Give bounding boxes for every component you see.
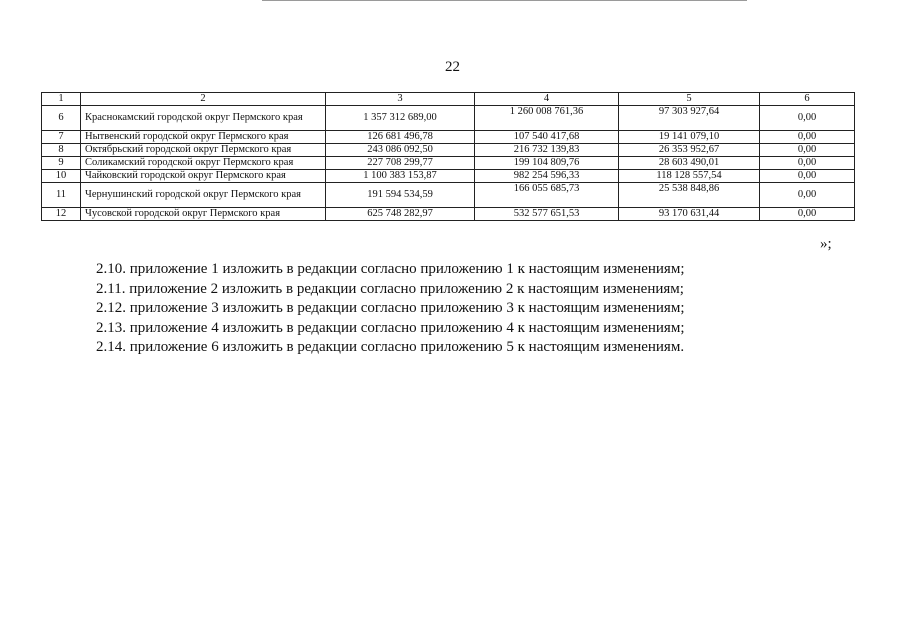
table-row (42, 170, 855, 183)
municipality-name: Октябрьский городской округ Пермского края (81, 144, 326, 157)
value-col-3: 243 086 092,50 (326, 144, 475, 157)
municipality-name: Чусовской городской округ Пермского края (81, 208, 326, 221)
header-cell: 6 (760, 93, 855, 106)
value-col-5: 118 128 557,54 (619, 170, 760, 183)
table-row (42, 131, 855, 144)
row-number: 11 (42, 183, 81, 208)
row-number: 7 (42, 131, 81, 144)
value-col-6: 0,00 (760, 131, 855, 144)
row-number: 9 (42, 157, 81, 170)
municipality-name: Соликамский городской округ Пермского края (81, 157, 326, 170)
table-row (42, 157, 855, 170)
value-col-4: 166 055 685,73 (475, 183, 619, 208)
header-cell: 1 (42, 93, 81, 106)
value-col-3: 625 748 282,97 (326, 208, 475, 221)
value-col-5: 93 170 631,44 (619, 208, 760, 221)
value-col-5: 28 603 490,01 (619, 157, 760, 170)
page-number: 22 (445, 59, 460, 75)
amendments-list (96, 260, 816, 358)
table-row (42, 144, 855, 157)
value-col-6: 0,00 (760, 208, 855, 221)
header-cell: 2 (81, 93, 326, 106)
top-rule (262, 0, 747, 1)
value-col-3: 1 100 383 153,87 (326, 170, 475, 183)
value-col-6: 0,00 (760, 144, 855, 157)
closing-quote-mark: »; (820, 236, 832, 252)
amendment-item: 2.11. приложение 2 изложить в редакции согласно приложению 2 к настоящим изменениям; (96, 280, 684, 297)
value-col-4: 216 732 139,83 (475, 144, 619, 157)
value-col-3: 126 681 496,78 (326, 131, 475, 144)
row-number: 6 (42, 106, 81, 131)
amendment-item: 2.13. приложение 4 изложить в редакции согласно приложению 4 к настоящим изменениям; (96, 319, 685, 336)
value-col-5: 25 538 848,86 (619, 183, 760, 208)
value-col-3: 191 594 534,59 (326, 183, 475, 208)
table-row (42, 106, 855, 131)
amendment-item: 2.10. приложение 1 изложить в редакции согласно приложению 1 к настоящим изменениям; (96, 261, 685, 277)
value-col-5: 19 141 079,10 (619, 131, 760, 144)
value-col-6: 0,00 (760, 170, 855, 183)
value-col-4: 107 540 417,68 (475, 131, 619, 144)
budget-table (41, 92, 855, 221)
value-col-4: 982 254 596,33 (475, 170, 619, 183)
municipality-name: Чернушинский городской округ Пермского края (81, 183, 326, 208)
value-col-4: 1 260 008 761,36 (475, 106, 619, 131)
value-col-4: 199 104 809,76 (475, 157, 619, 170)
amendment-item: 2.14. приложение 6 изложить в редакции согласно приложению 5 к настоящим изменениям. (96, 339, 685, 355)
table-header-row (42, 93, 855, 106)
table-row (42, 208, 855, 221)
header-cell: 5 (619, 93, 760, 106)
row-number: 12 (42, 208, 81, 221)
row-number: 10 (42, 170, 81, 183)
value-col-4: 532 577 651,53 (475, 208, 619, 221)
row-number: 8 (42, 144, 81, 157)
header-cell: 3 (326, 93, 475, 106)
value-col-5: 26 353 952,67 (619, 144, 760, 157)
value-col-6: 0,00 (760, 183, 855, 208)
value-col-3: 1 357 312 689,00 (326, 106, 475, 131)
municipality-name: Чайковский городской округ Пермского края (81, 170, 326, 183)
value-col-6: 0,00 (760, 106, 855, 131)
table-row (42, 183, 855, 208)
value-col-3: 227 708 299,77 (326, 157, 475, 170)
municipality-name: Краснокамский городской округ Пермского края (81, 106, 326, 131)
header-cell: 4 (475, 93, 619, 106)
amendment-item: 2.12. приложение 3 изложить в редакции согласно приложению 3 к настоящим изменениям; (96, 300, 685, 316)
municipality-name: Нытвенский городской округ Пермского края (81, 131, 326, 144)
value-col-6: 0,00 (760, 157, 855, 170)
value-col-5: 97 303 927,64 (619, 106, 760, 131)
